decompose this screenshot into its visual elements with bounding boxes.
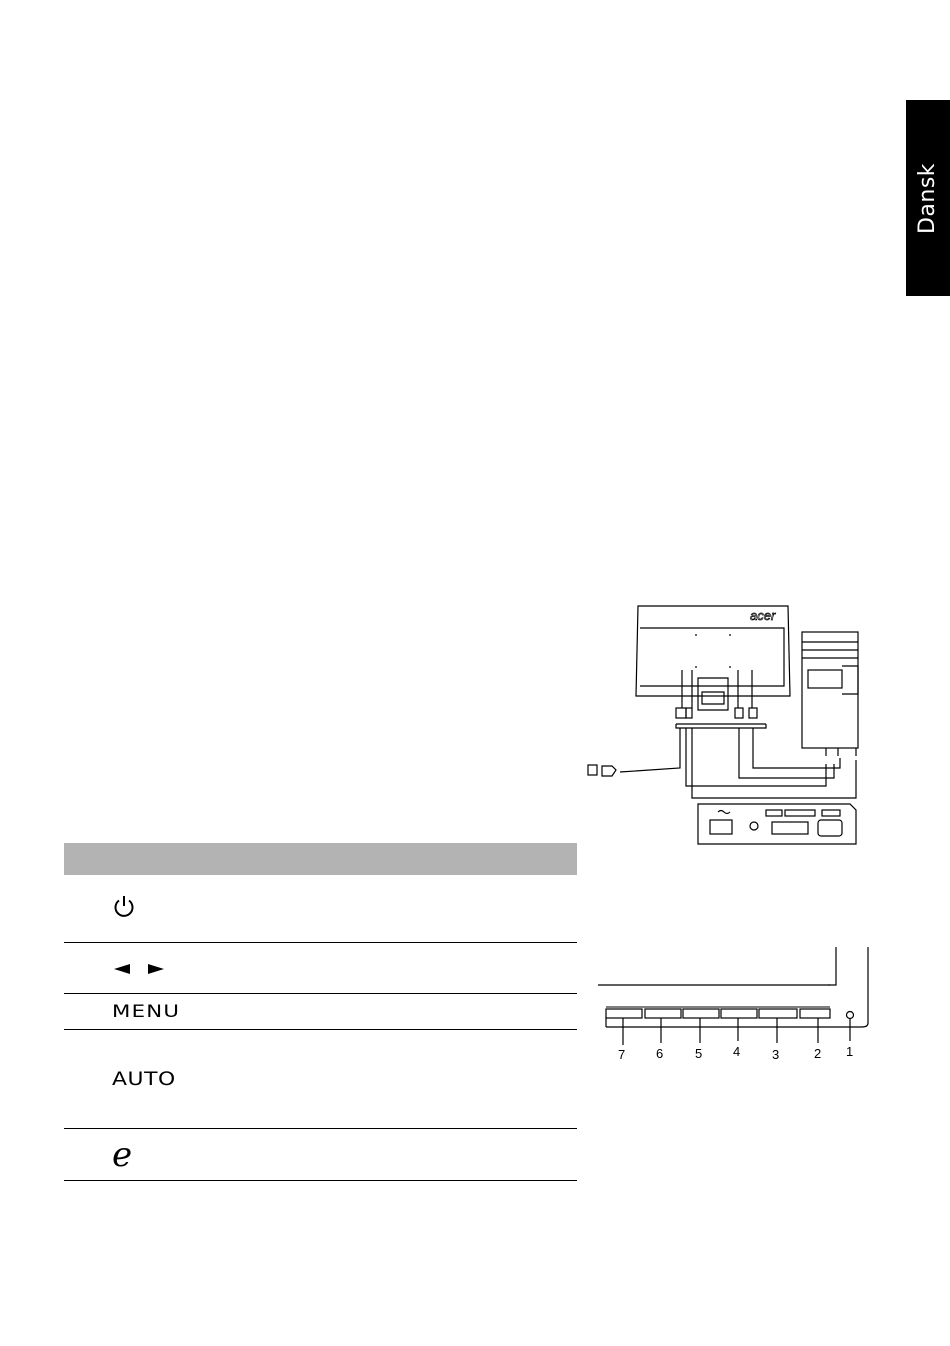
auto-icon: AUTO (112, 1068, 176, 1090)
table-header-row (64, 843, 577, 875)
button-number-4: 4 (733, 1044, 741, 1059)
row-number (64, 1030, 104, 1129)
empowering-e-icon: e (112, 1134, 133, 1175)
button-number-2: 2 (814, 1046, 822, 1061)
external-controls-table (64, 843, 577, 1181)
monitor-rear-icon (636, 606, 790, 728)
row-number (64, 1129, 104, 1181)
row-number (64, 943, 104, 994)
power-icon (112, 894, 136, 920)
row-icon-cell (104, 1129, 577, 1181)
row-icon-cell (104, 875, 577, 943)
button-number-1: 1 (846, 1044, 854, 1059)
table-row (64, 1129, 577, 1181)
table-row (64, 875, 577, 943)
right-arrow-icon (146, 963, 166, 975)
row-number (64, 875, 104, 943)
table-row (64, 994, 577, 1030)
rear-io-panel-icon (698, 804, 856, 844)
table-row (64, 1030, 577, 1129)
language-tab-label: Dansk (915, 162, 941, 234)
button-number-6: 6 (656, 1046, 664, 1061)
front-panel-diagram (590, 945, 880, 1070)
header-number (64, 843, 104, 875)
power-plug-icon (588, 765, 616, 776)
language-tab (906, 100, 950, 296)
table-row (64, 943, 577, 994)
brand-logo: acer (750, 608, 776, 623)
row-icon-cell (104, 1030, 577, 1129)
computer-tower-icon (802, 632, 858, 756)
row-icon-cell (104, 994, 577, 1030)
button-number-5: 5 (695, 1046, 703, 1061)
button-number-3: 3 (772, 1047, 780, 1062)
header-item (104, 843, 577, 875)
connection-diagram (580, 600, 870, 850)
left-arrow-icon (112, 963, 132, 975)
button-number-7: 7 (618, 1047, 626, 1062)
menu-icon: MENU (112, 1001, 181, 1022)
row-number (64, 994, 104, 1030)
row-icon-cell (104, 943, 577, 994)
